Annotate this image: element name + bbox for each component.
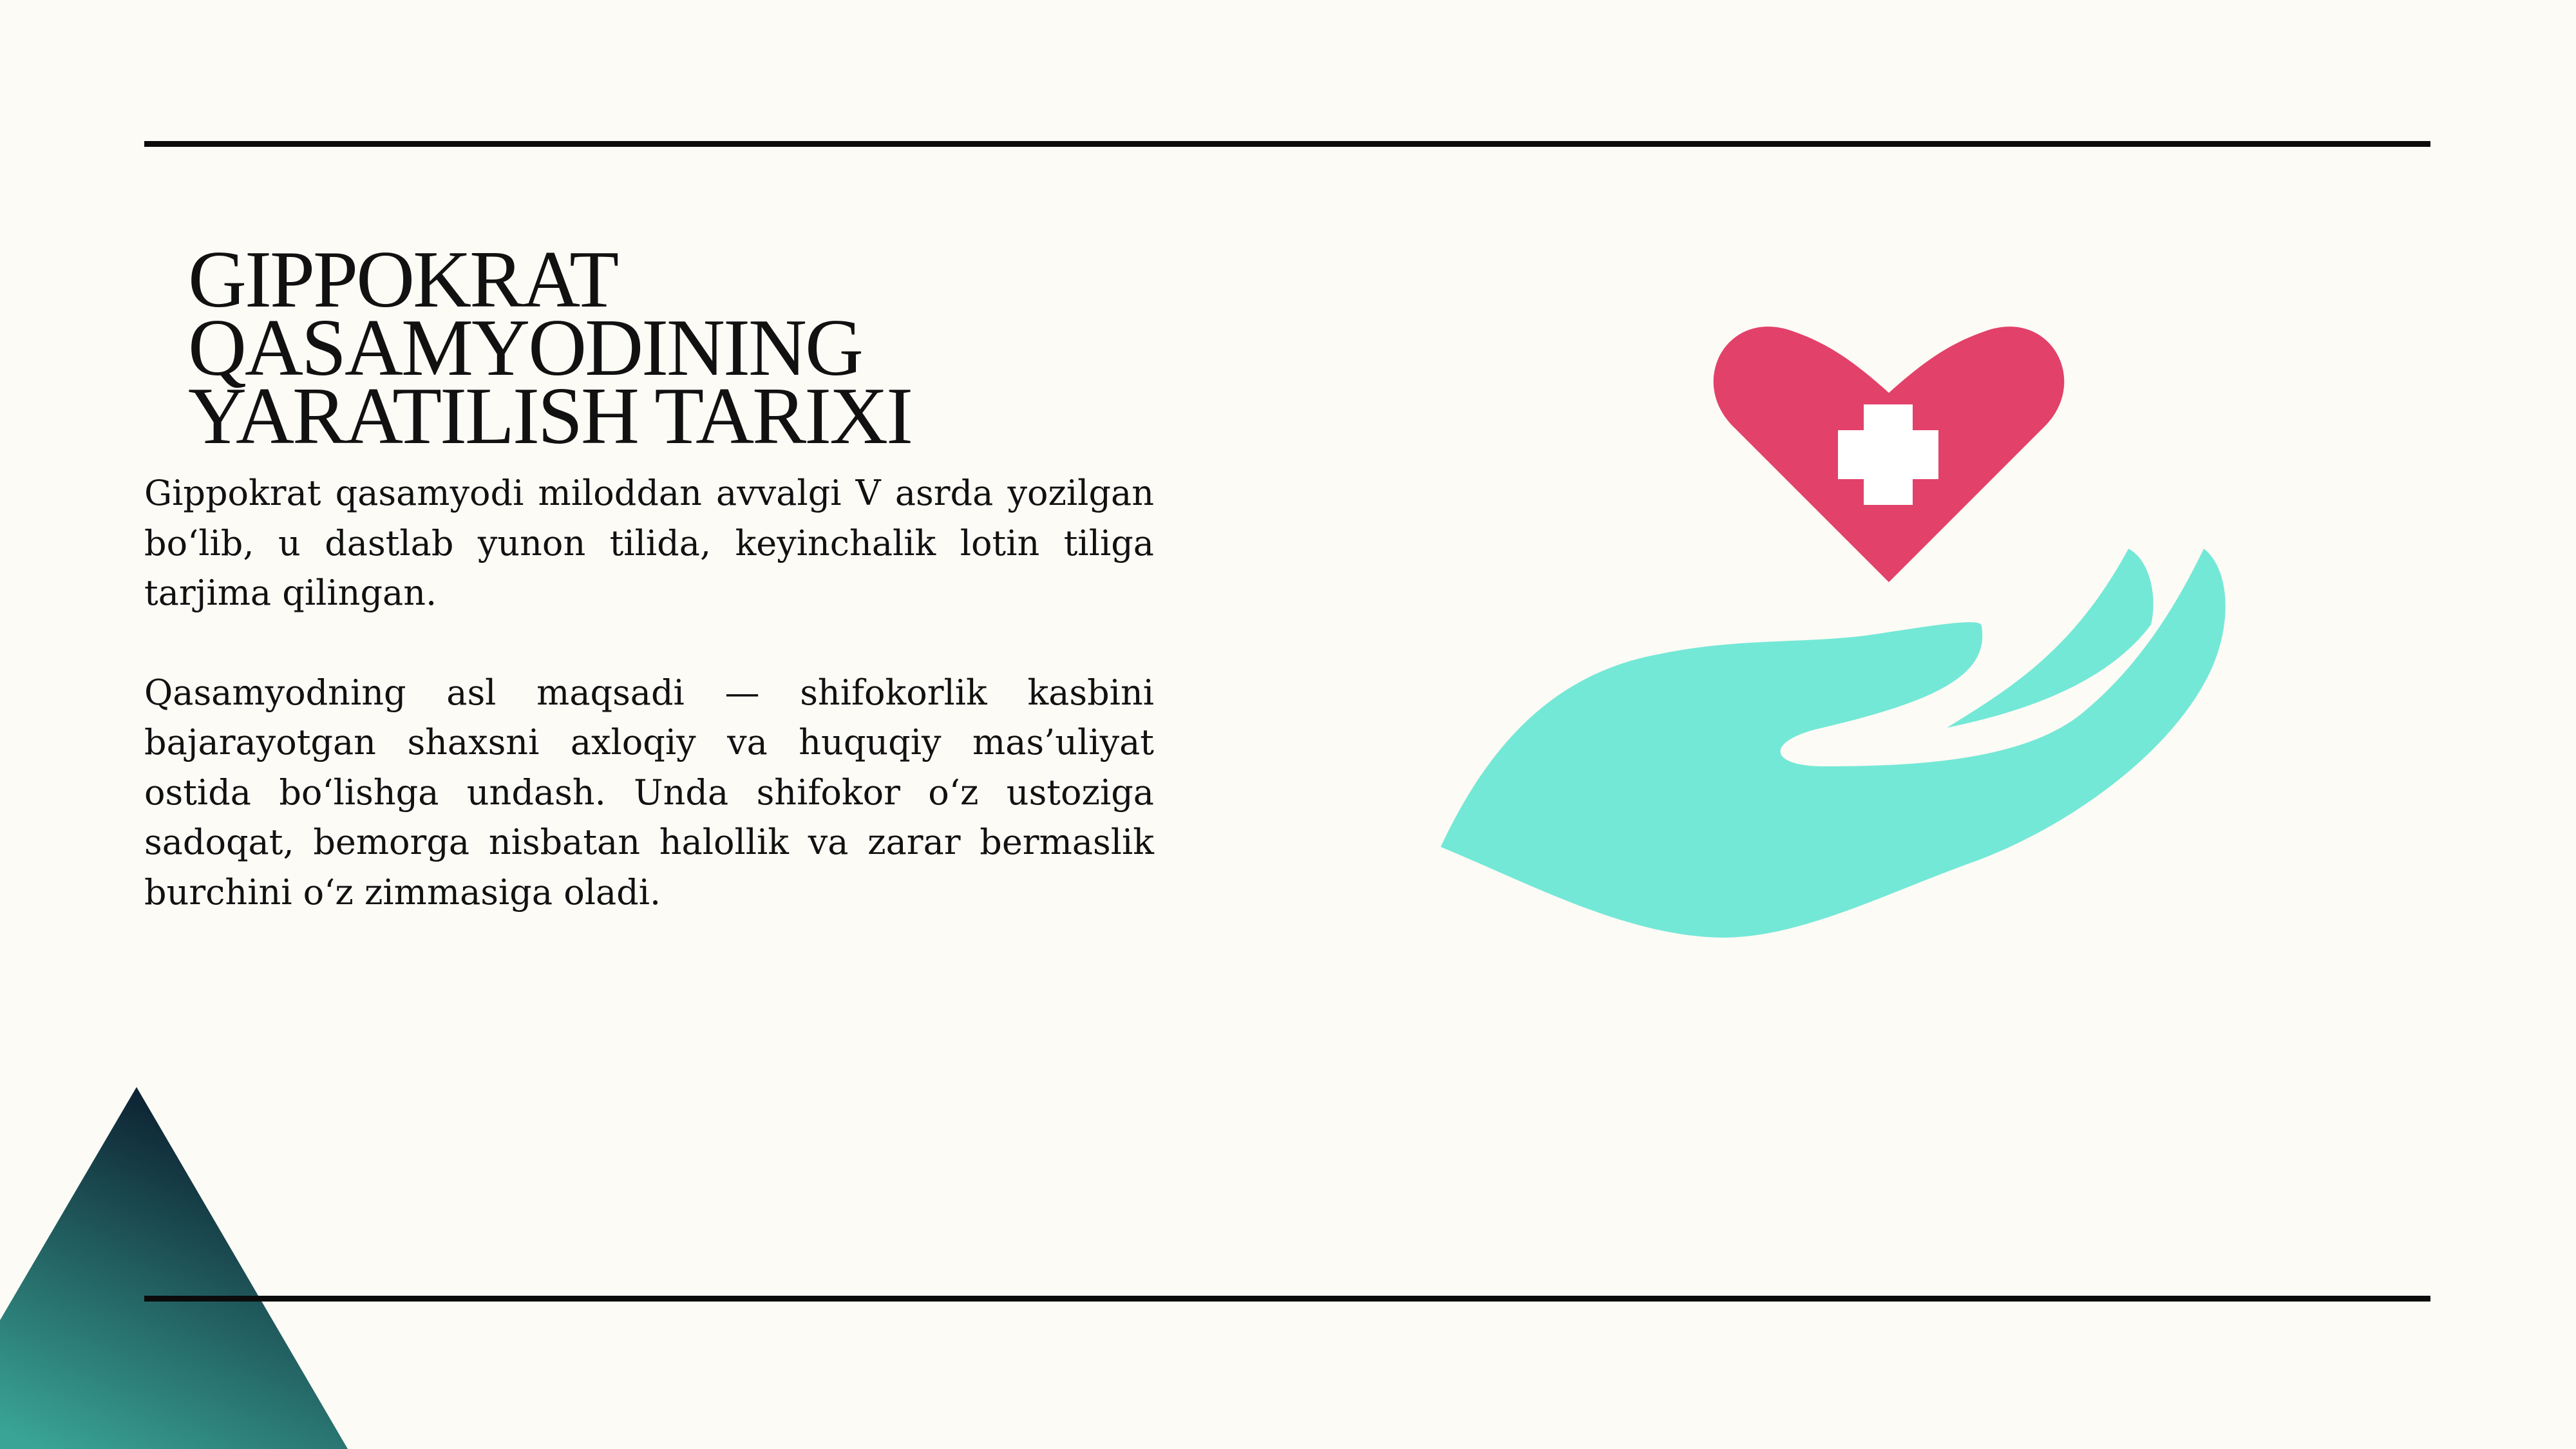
paragraph-origin: Gippokrat qasamyodi miloddan avvalgi V asrda yozilgan bo‘lib, u dastlab yunon tilida, keyinchalik lotin tiliga tarjima qilingan. — [144, 473, 1154, 613]
bottom-divider — [144, 1296, 2430, 1302]
corner-triangle-decoration — [0, 1082, 348, 1449]
top-divider — [144, 141, 2430, 147]
paragraph-purpose: Qasamyodning asl maqsadi — shifokorlik kasbini bajarayotgan shaxsni axloqiy va huquqiy mas’uliyat ostida bo‘lishga undash. Unda shifokor o‘z ustoziga sadoqat, bemorga nisbatan halollik va zarar bermaslik burchini o‘z zimmasiga oladi. — [144, 672, 1154, 913]
slide-title: GIPPOKRAT QASAMYODINING YARATILISH TARIXI — [188, 235, 912, 461]
slide-body — [144, 468, 1154, 917]
care-illustration — [1430, 316, 2280, 947]
open-hand-icon — [1441, 549, 2226, 938]
